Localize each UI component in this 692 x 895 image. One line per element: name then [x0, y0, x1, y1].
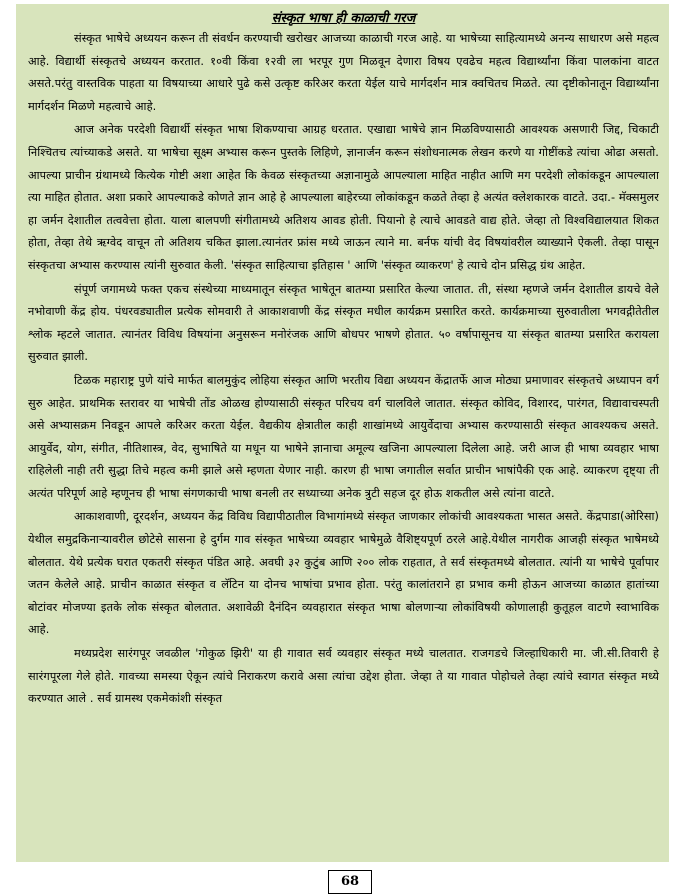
- paragraph-4: टिळक महाराष्ट्र पुणे यांचे मार्फत बालमुकुंद लोहिया संस्कृत आणि भरतीय विद्या अध्ययन केंद्रातर्फे आज मोठ्या प्रमाणावर संस्कृतचे अध्यापन वर्ग सुरु आहेत. प्राथमिक स्तरावर या भाषेची तोंड ओळख होण्यासाठी संस्कृत परिचय वर्ग चालविले जातात. संस्कृत कोविद, विशारद, पारंगत, विद्यावाचस्पती असे अभ्यासक्रम निवडून आपले करिअर करता येईल. वैद्यकीय क्षेत्रातील काही शाखांमध्ये आयुर्वेदाचा अभ्यास करण्यासाठी संस्कृत आवश्यकच असते. आयुर्वेद, योग, संगीत, नीतिशास्त्र, वेद, सुभाषिते या मधून या भाषेने ज्ञानाचा अमूल्य खजिना आपल्याला दिलेला आहे. जरी आज ही भाषा व्यवहार भाषा राहिलेली नाही तरी सुद्धा तिचे महत्व कमी झाले असे म्हणता येणार नाही. कारण ही भाषा जगातील सर्वात प्राचीन भाषांपैकी एक आहे. व्याकरण दृष्ट्या ती अत्यंत परिपूर्ण आहे म्हणूनच ही भाषा संगणकाची भाषा बनली तर सध्याच्या अनेक त्रुटी सहज दूर होऊ शकतील असे त्यांना वाटते.: [28, 373, 659, 500]
- document-page: [16, 4, 669, 862]
- paragraph-3: संपूर्ण जगामध्ये फक्त एकच संस्थेच्या माध्यमातून संस्कृत भाषेतून बातम्या प्रसारित केल्या जातात. ती, संस्था म्हणजे जर्मन देशातील डायचे वेले नभोवाणी केंद्र होय. पंधरवड्यातील प्रत्येक सोमवारी ते आकाशवाणी केंद्र संस्कृत मधील कार्यक्रम प्रसारित करते. कार्यक्रमाच्या सुरुवातीला भगवद्गीतेतील श्लोक म्हटले जातात. त्यानंतर विविध विषयांना अनुसरून मनोरंजक आणि बोधपर भाषणे होतात. ५० वर्षापासूनच या संस्कृत बातम्या प्रसारित करायला सुरुवात झाली.: [28, 282, 659, 364]
- page-number: 68: [328, 870, 372, 894]
- paragraph-5: आकाशवाणी, दूरदर्शन, अध्ययन केंद्र विविध विद्यापीठातील विभागांमध्ये संस्कृत जाणकार लोकांची आवश्यकता भासत असते. केंद्रपाडा(ओरिसा) येथील समुद्रकिनाऱ्यावरील छोटेसे सासना हे दुर्गम गाव संस्कृत भाषेच्या व्यवहार भाषेमुळे वैशिष्ट्यपूर्ण ठरले आहे.येथील नागरीक आजही संस्कृत भाषेमध्ये बोलतात. येथे प्रत्येक घरात एकतरी संस्कृत पंडित आहे. अवघी ३२ कुटुंब आणि २०० लोक राहतात, ते सर्व संस्कृतमध्ये बोलतात. त्यांनी या भाषेचे पूर्वापार जतन केलेले आहे. प्राचीन काळात संस्कृत व लॅटिन या दोनच भाषांचा प्रभाव होता. परंतु कालांतराने हा प्रभाव कमी होऊन आजच्या काळात हातांच्या बोटांवर मोजण्या इतके लोक संस्कृत बोलतात. अशावेळी दैनंदिन व्यवहारात संस्कृत भाषा बोलणाऱ्या लोकांविषयी कोणालाही कुतूहल वाटणे स्वाभाविक आहे.: [28, 510, 659, 637]
- document-title: संस्कृत भाषा ही काळाची गरज: [271, 11, 416, 26]
- paragraph-2: आज अनेक परदेशी विद्यार्थी संस्कृत भाषा शिकण्याचा आग्रह धरतात. एखाद्या भाषेचे ज्ञान मिळविण्यासाठी आवश्यक असणारी जिद्द, चिकाटी निश्चितच त्यांच्याकडे असते. या भाषेचा सूक्ष्म अभ्यास करून पुस्तके लिहिणे, ज्ञानार्जन करून संशोधनात्मक लेखन करणे या गोष्टींकडे त्यांचा ओढा असतो. आपल्या प्राचीन ग्रंथामध्ये कित्येक गोष्टी अशा आहेत कि केवळ संस्कृतच्या अज्ञानामुळे आपल्याला माहित नाहीत आणि मग परदेशी लोकांकडून आपल्याला त्या माहित होतात. अशा प्रकारे आपल्याकडे कोणते ज्ञान आहे हे आपल्याला बाहेरच्या लोकांकडून कळते तेव्हा हे अत्यंत क्लेशकारक वाटते. उदा.- मॅक्समुलर हा जर्मन देशातील तत्ववेत्ता होता. याला बालपणी संगीतामध्ये अतिशय आवड होती. पियानो हे त्याचे आवडते वाद्य होते. जेव्हा तो विश्वविद्यालयात शिकत होता, तेव्हा तेथे ऋग्वेद वाचून तो अतिशय चकित झाला.त्यानंतर फ्रांस मध्ये जाऊन त्याने मा. बर्नफ यांची वेद विषयांवरील व्याख्याने ऐकली. तेव्हा पासून संस्कृतचा अभ्यास करण्यास त्यांनी सुरुवात केली. 'संस्कृत साहित्याचा इतिहास ' आणि 'संस्कृत व्याकरण' हे त्याचे दोन प्रसिद्ध ग्रंथ आहेत.: [28, 123, 659, 272]
- paragraph-1: संस्कृत भाषेचे अध्ययन करून ती संवर्धन करण्याची खरोखर आजच्या काळाची गरज आहे. या भाषेच्या साहित्यामध्ये अनन्य साधारण असे महत्व आहे. विद्यार्थी संस्कृतचे अध्ययन करतात. १०वी किंवा १२वी ला भरपूर गुण मिळवून देणारा विषय एवढेच महत्व विद्यार्थ्यांना किंवा पालकांना वाटत असते.परंतु वास्तविक पाहता या विषयाच्या आधारे पुढे कसे उत्कृष्ट करिअर करता येईल याचे मार्गदर्शन मात्र क्वचितच मिळते. त्या दृष्टीकोनातून विद्यार्थ्यांना मार्गदर्शन मिळणे महत्वाचे आहे.: [28, 32, 659, 113]
- paragraph-6: मध्यप्रदेश सारंगपूर जवळील 'गोकुळ झिरी' या ही गावात सर्व व्यवहार संस्कृत मध्ये चालतात. राजगडचे जिल्हाधिकारी मा. जी.सी.तिवारी हे सारंगपूरला गेले होते. गावच्या समस्या ऐकून त्यांचे निराकरण करावे असा त्यांचा उद्देश होता. जेव्हा ते या गावात पोहोचले तेव्हा त्यांचे स्वागत संस्कृत मध्ये करण्यात आले . सर्व ग्रामस्थ एकमेकांशी संस्कृत: [28, 647, 659, 706]
